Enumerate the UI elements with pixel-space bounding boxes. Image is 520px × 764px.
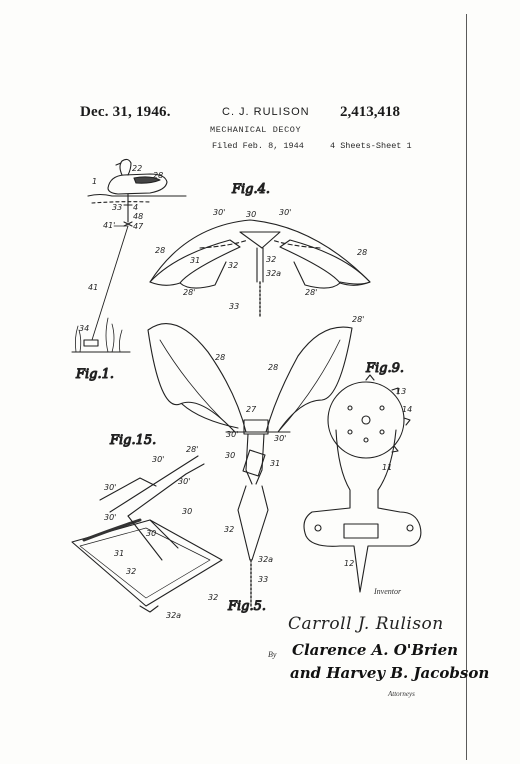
ref-28-fig5-right: 28	[268, 363, 279, 372]
ref-32a-fig15: 32a	[166, 611, 182, 620]
attorney-signature-2: and Harvey B. Jacobson	[290, 664, 490, 682]
ref-28-fig4-left: 28	[155, 246, 166, 255]
patent-date: Dec. 31, 1946.	[80, 104, 171, 120]
ref-30-prime-fig15-b: 30'	[178, 477, 191, 486]
ref-32-fig15-b: 32	[208, 593, 219, 602]
inventor-header: C. J. RULISON	[222, 106, 310, 118]
duck-head	[120, 159, 131, 175]
filing-date: Filed Feb. 8, 1944	[212, 141, 304, 151]
ref-32-fig5: 32	[224, 525, 235, 534]
ref-30-prime-right: 30'	[279, 208, 292, 217]
ref-34: 34	[79, 324, 90, 333]
ref-31: 31	[190, 256, 201, 265]
fig9-bolt	[315, 525, 321, 531]
figure-1-label: Fig.1.	[76, 367, 115, 382]
fig4-center-hub	[240, 232, 280, 248]
figure-5-label: Fig.5.	[228, 599, 267, 614]
ref-32-fig15: 32	[126, 567, 137, 576]
ref-33: 33	[112, 203, 123, 212]
figure-4-label: Fig.4.	[232, 182, 271, 197]
ref-4: 4	[133, 203, 139, 212]
fig9-gear-center	[362, 416, 370, 424]
decoy-keel	[124, 194, 132, 222]
swivel-joint	[124, 222, 132, 226]
ref-30-prime-fig15-a: 30'	[152, 455, 165, 464]
ref-28-prime-fig15: 28'	[186, 445, 199, 454]
water-line	[88, 195, 186, 197]
patent-title: MECHANICAL DECOY	[210, 125, 302, 135]
fig5-lower-links	[238, 486, 268, 560]
ref-33-fig5: 33	[258, 575, 269, 584]
fig9-gear	[328, 382, 407, 458]
figure-9-label: Fig.9.	[366, 361, 405, 376]
fig9-bolt	[407, 525, 413, 531]
ref-32-fig4: 32	[266, 255, 277, 264]
ref-30-prime-fig15-c: 30'	[104, 483, 117, 492]
patent-number: 2,413,418	[340, 104, 400, 120]
ref-30-prime-left: 30'	[213, 208, 226, 217]
figure-15-label: Fig.15.	[110, 433, 157, 448]
fig4-center-rods	[257, 248, 263, 282]
by-label: By	[268, 650, 277, 659]
ref-30-fig15-b: 30	[146, 529, 157, 538]
ref-27: 27	[246, 405, 257, 414]
ref-47: 47	[133, 222, 144, 231]
figure-5-drawing	[148, 324, 355, 608]
fig5-right-wing	[266, 327, 352, 432]
fig15-bottom-hook	[140, 606, 158, 612]
sheet-count: 4 Sheets-Sheet 1	[330, 141, 412, 151]
ref-30-fig15-a: 30	[182, 507, 193, 516]
ref-22: 22	[132, 164, 143, 173]
ref-28-prime-left: 28'	[183, 288, 196, 297]
ref-32: 32	[228, 261, 239, 270]
ref-28: 28	[153, 171, 164, 180]
ref-41-prime: 41'	[103, 221, 116, 230]
ref-1: 1	[92, 177, 98, 186]
fig5-right-wing-rib	[278, 340, 340, 432]
ref-41: 41	[88, 283, 99, 292]
ref-48: 48	[133, 212, 144, 221]
ref-32a-fig4: 32a	[266, 269, 282, 278]
ref-31-fig15: 31	[114, 549, 125, 558]
ref-30-prime-fig5-left: 30'	[226, 430, 239, 439]
ref-11: 11	[382, 463, 393, 472]
fig9-hole	[348, 430, 352, 434]
fig5-upper-links	[246, 434, 264, 484]
ref-30-prime-fig5-right: 30'	[274, 434, 287, 443]
fig9-hole	[380, 430, 384, 434]
ref-30-prime-fig15-d: 30'	[104, 513, 117, 522]
ref-13: 13	[396, 387, 407, 396]
ref-30: 30	[246, 210, 257, 219]
ref-28-prime-fig5: 28'	[352, 315, 365, 324]
ref-32a-fig5: 32a	[258, 555, 274, 564]
ref-31-fig5: 31	[270, 459, 281, 468]
inventor-signature: Carroll J. Rulison	[288, 614, 444, 634]
fig9-hole	[380, 406, 384, 410]
ref-28-fig4-right: 28	[357, 248, 368, 257]
ref-28-prime-right: 28'	[305, 288, 318, 297]
ref-28-fig5-left: 28	[215, 353, 226, 362]
inventor-caption: Inventor	[374, 587, 402, 596]
ref-12: 12	[344, 559, 355, 568]
attorney-signature-1: Clarence A. O'Brien	[292, 641, 459, 659]
figure-4-drawing	[150, 220, 370, 316]
attorneys-caption: Attorneys	[388, 690, 415, 698]
fig4-outer-arc	[150, 220, 370, 284]
fig9-slot	[344, 524, 378, 538]
fig9-plate	[304, 430, 421, 592]
fig9-hole	[348, 406, 352, 410]
ref-30-fig5: 30	[225, 451, 236, 460]
fig4-right-wing	[280, 240, 370, 285]
fig5-left-wing-frame	[182, 404, 238, 428]
fig5-left-wing	[148, 324, 246, 432]
ref-33-fig4: 33	[229, 302, 240, 311]
ref-14: 14	[402, 405, 413, 414]
fig9-hole	[364, 438, 368, 442]
anchor-weight	[84, 340, 98, 346]
